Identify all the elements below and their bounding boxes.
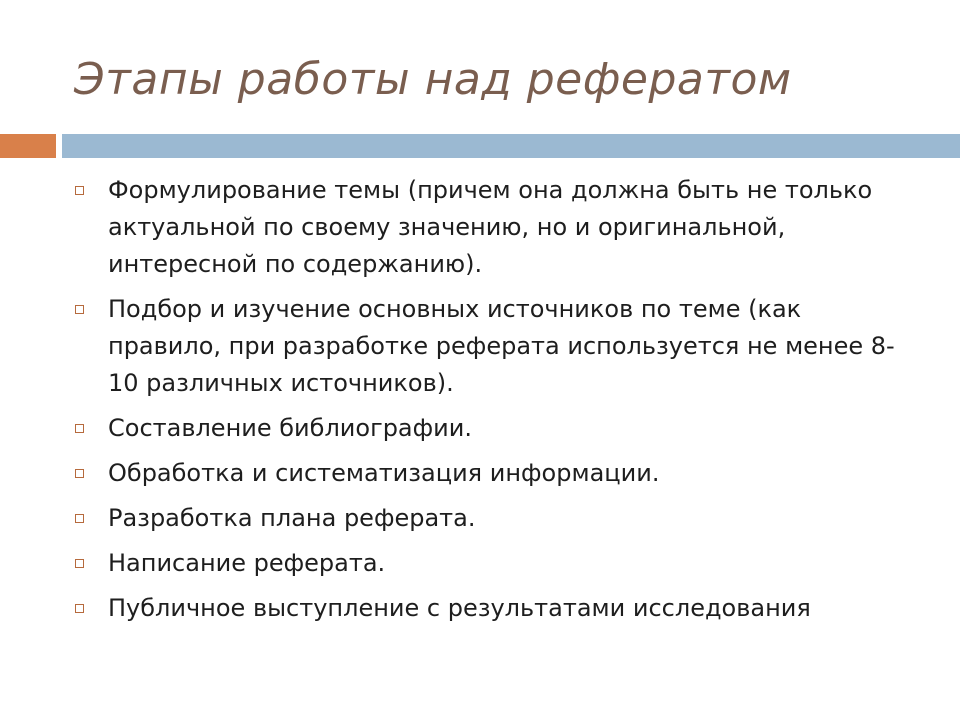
square-bullet-icon (75, 469, 84, 478)
square-bullet-icon (75, 424, 84, 433)
bullet-text: Публичное выступление с результатами исследования (108, 594, 811, 622)
bullet-text: Написание реферата. (108, 549, 386, 577)
bullet-list (74, 172, 904, 635)
slide-title: Этапы работы над рефератом (74, 54, 792, 105)
bullet-text: Подбор и изучение основных источников по теме (как правило, при разработке реферата используется не менее 8-10 различных источников). (108, 295, 895, 397)
bullet-item-writing (74, 545, 904, 582)
bullet-text: Разработка плана реферата. (108, 504, 476, 532)
bullet-text: Формулирование темы (причем она должна быть не только актуальной по своему значению, но и оригинальной, интересной по содержанию). (108, 176, 873, 278)
bullet-item-processing (74, 455, 904, 492)
square-bullet-icon (75, 559, 84, 568)
title-accent-bar (0, 134, 56, 158)
square-bullet-icon (75, 604, 84, 613)
bullet-text: Составление библиографии. (108, 414, 472, 442)
bullet-item-topic (74, 172, 904, 283)
square-bullet-icon (75, 186, 84, 195)
bullet-item-bibliography (74, 410, 904, 447)
bullet-item-plan (74, 500, 904, 537)
bullet-item-sources (74, 291, 904, 402)
title-underline-bar (62, 134, 960, 158)
square-bullet-icon (75, 514, 84, 523)
bullet-text: Обработка и систематизация информации. (108, 459, 660, 487)
square-bullet-icon (75, 305, 84, 314)
bullet-item-presentation (74, 590, 904, 627)
